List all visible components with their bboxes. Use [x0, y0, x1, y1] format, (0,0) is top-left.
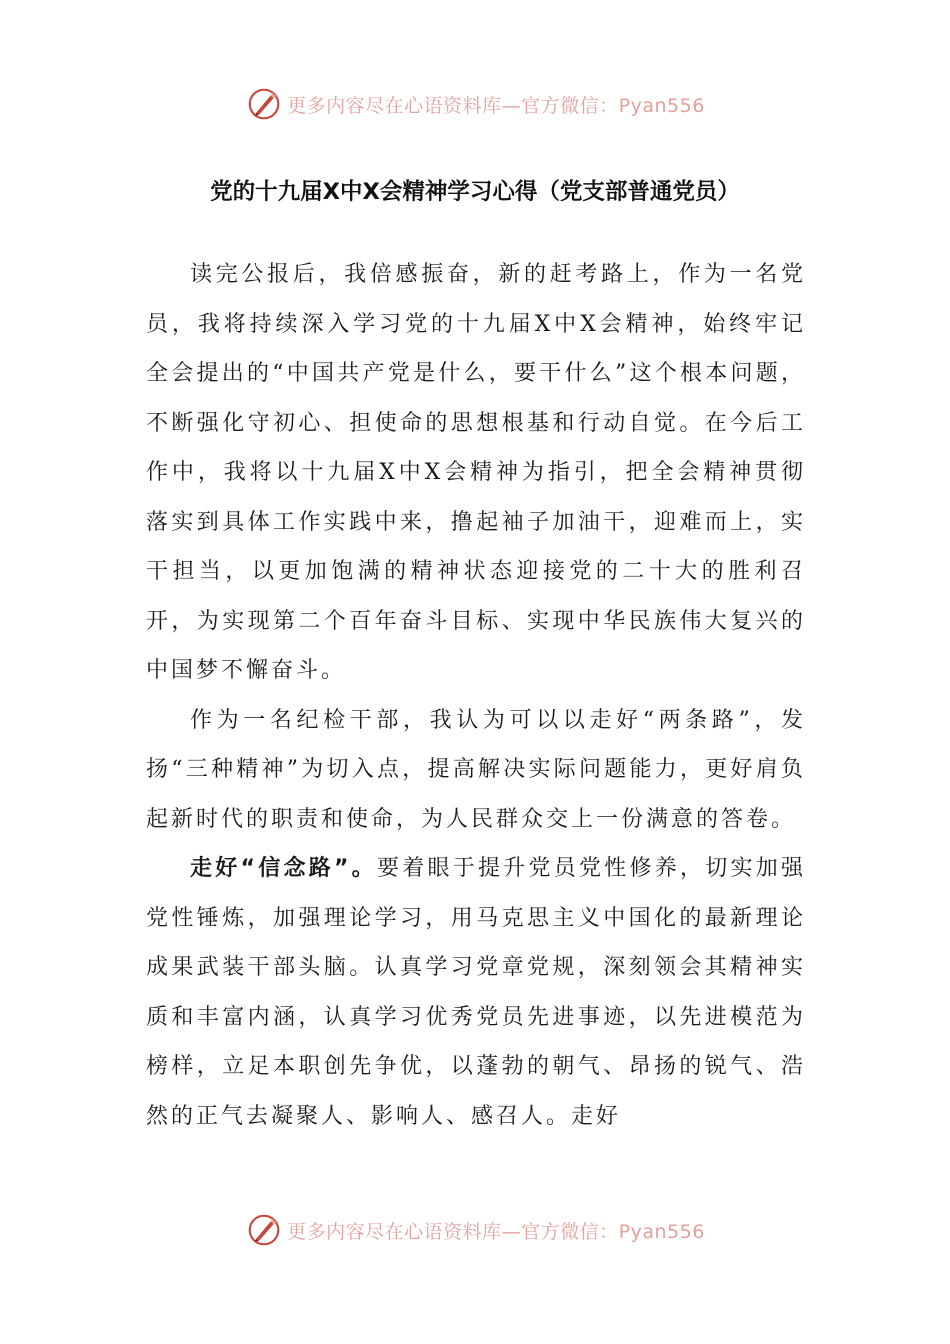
document-body [146, 250, 806, 1141]
paragraph-text: 作为一名纪检干部，我认为可以以走好“两条路”，发扬“三种精神”为切入点，提高解决实际问题能力，更好肩负起新时代的职责和使命，为人民群众交上一份满意的答卷。 [146, 707, 806, 832]
pen-circle-icon [245, 85, 283, 123]
paragraph-two-roads [146, 696, 806, 845]
paragraph-belief-road [146, 844, 806, 1141]
header-watermark-text: 更多内容尽在心语资料库—官方微信：Pyan556 [287, 94, 705, 117]
footer-watermark [0, 1210, 950, 1250]
footer-watermark-text: 更多内容尽在心语资料库—官方微信：Pyan556 [287, 1220, 705, 1243]
paragraph-text: 读完公报后，我倍感振奋，新的赶考路上，作为一名党员，我将持续深入学习党的十九届X中X会精神，始终牢记全会提出的“中国共产党是什么，要干什么”这个根本问题，不断强化守初心、担使命的思想根基和行动自觉。在今后工作中，我将以十九届X中X会精神为指引，把全会精神贯彻落实到具体工作实践中来，撸起袖子加油干，迎难而上，实干担当，以更加饱满的精神状态迎接党的二十大的胜利召开，为实现第二个百年奋斗目标、实现中华民族伟大复兴的中国梦不懈奋斗。 [146, 262, 806, 683]
header-watermark [0, 84, 950, 124]
pen-circle-icon [245, 1211, 283, 1249]
document-title: 党的十九届X中X会精神学习心得（党支部普通党员） [210, 179, 740, 205]
paragraph-intro [146, 250, 806, 696]
paragraph-bold-lead: 走好“信念路”。 [190, 856, 377, 881]
paragraph-text: 要着眼于提升党员党性修养，切实加强党性锤炼，加强理论学习，用马克思主义中国化的最新理论成果武装干部头脑。认真学习党章党规，深刻领会其精神实质和丰富内涵，认真学习优秀党员先进事迹，以先进模范为榜样，立足本职创先争优，以蓬勃的朝气、昂扬的锐气、浩然的正气去凝聚人、影响人、感召人。走好 [146, 856, 806, 1129]
